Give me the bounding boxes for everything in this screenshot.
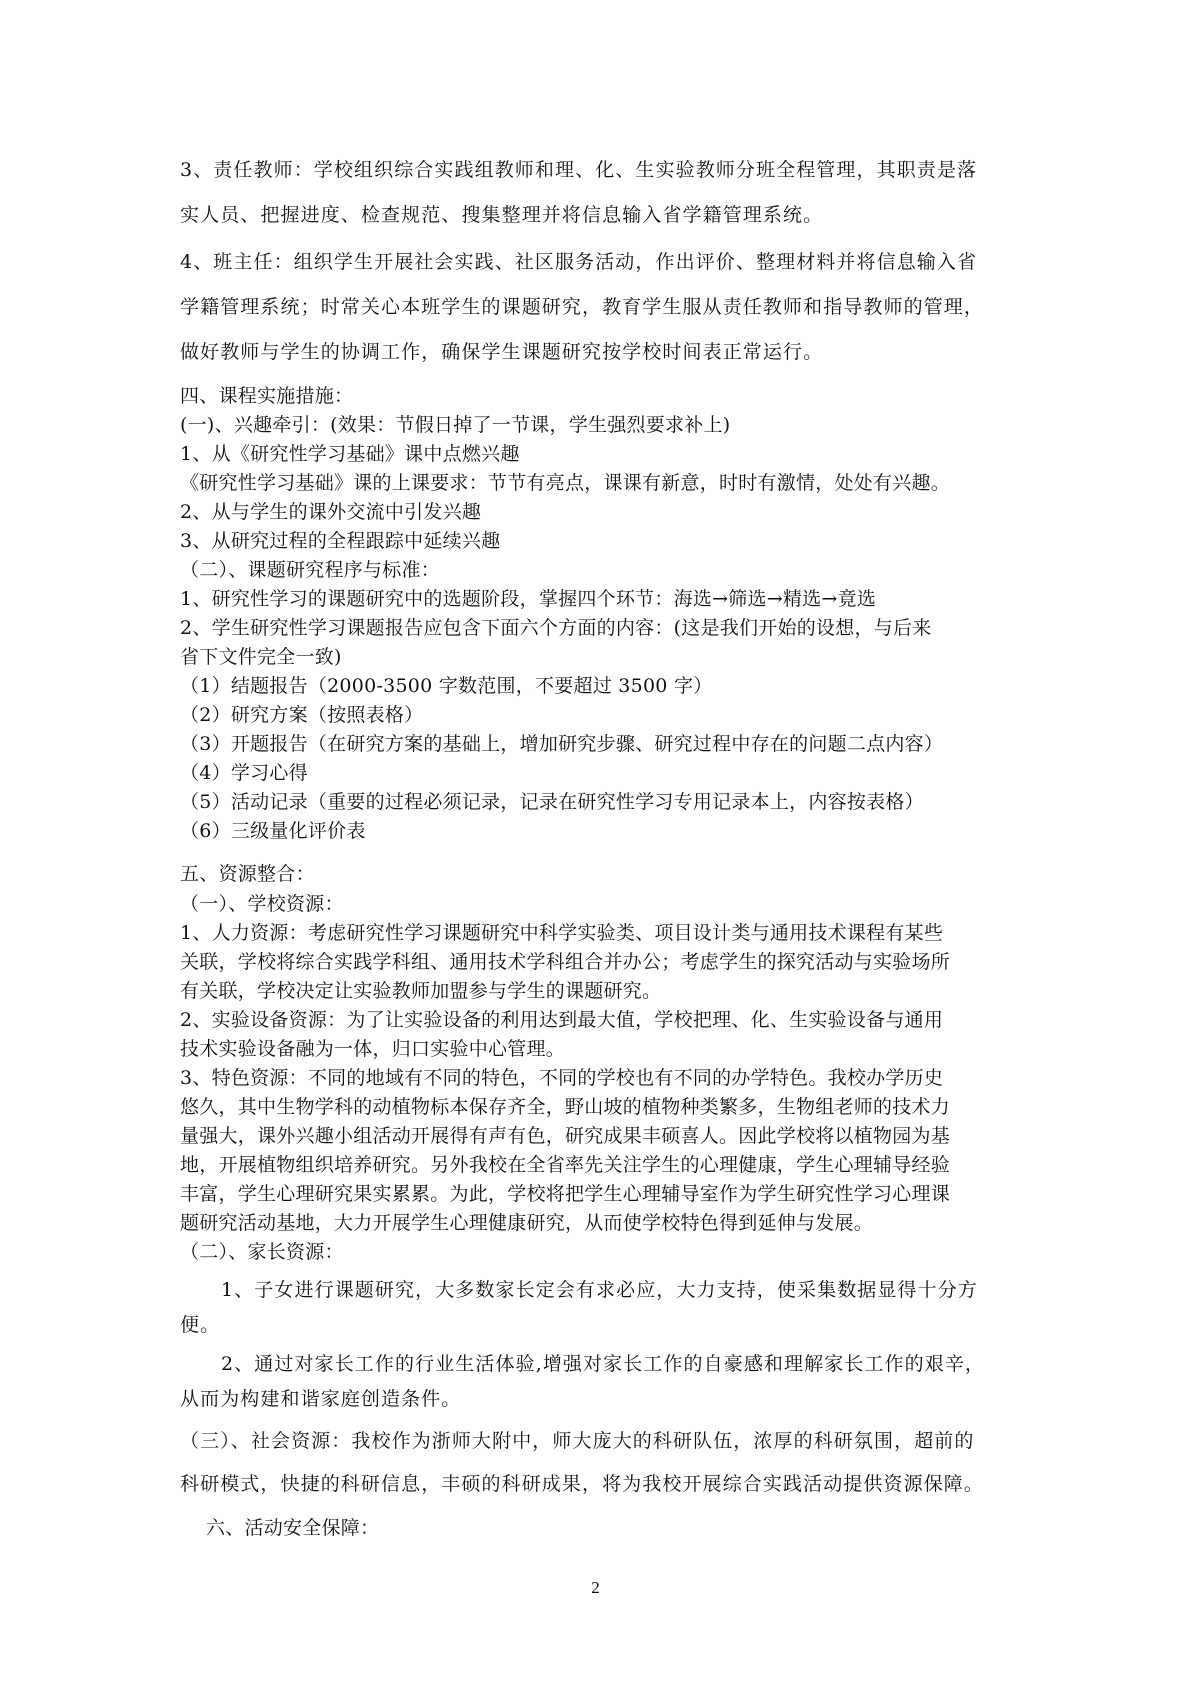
paragraph-line: 悠久，其中生物学科的动植物标本保存齐全，野山坡的植物种类繁多，生物组老师的技术力 <box>180 1096 951 1118</box>
paragraph-line: 关联，学校将综合实践学科组、通用技术学科组合并办公；考虑学生的探究活动与实验场所 <box>180 951 951 973</box>
paragraph-line: 2、实验设备资源：为了让实验设备的利用达到最大值，学校把理、化、生实验设备与通用 <box>180 1009 944 1031</box>
subsection-heading: （一）、学校资源： <box>180 893 344 915</box>
paragraph-line: 量强大，课外兴趣小组活动开展得有声有色，研究成果丰硕喜人。因此学校将以植物园为基 <box>180 1125 951 1147</box>
paragraph-line: 2、学生研究性学习课题报告应包含下面六个方面的内容：(这是我们开始的设想，与后来 <box>180 617 932 639</box>
paragraph-line: （三）、社会资源：我校作为浙师大附中，师大庞大的科研队伍，浓厚的科研氛围，超前的 <box>180 1430 975 1452</box>
paragraph-line: 3、责任教师：学校组织综合实践组教师和理、化、生实验教师分班全程管理，其职责是落 <box>180 159 978 181</box>
paragraph-line: 1、子女进行课题研究，大多数家长定会有求必应，大力支持，使采集数据显得十分方 <box>221 1279 978 1301</box>
list-item: （5）活动记录（重要的过程必须记录，记录在研究性学习专用记录本上，内容按表格） <box>180 791 924 813</box>
subsection-heading: (一)、兴趣牵引：(效果：节假日掉了一节课，学生强烈要求补上) <box>180 414 731 436</box>
paragraph-line: 2、通过对家长工作的行业生活体验,增强对家长工作的自豪感和理解家长工作的艰辛， <box>221 1353 986 1375</box>
paragraph-line: 学籍管理系统；时常关心本班学生的课题研究，教育学生服从责任教师和指导教师的管理， <box>180 296 985 318</box>
paragraph-line: 省下文件完全一致) <box>180 646 342 668</box>
list-item: （6）三级量化评价表 <box>180 820 366 842</box>
section-heading: 四、课程实施措施： <box>180 385 354 407</box>
paragraph-line: 《研究性学习基础》课的上课要求：节节有亮点，课课有新意，时时有激情，处处有兴趣。 <box>180 472 951 494</box>
paragraph-line: 1、人力资源：考虑研究性学习课题研究中科学实验类、项目设计类与通用技术课程有某些 <box>180 922 944 944</box>
section-heading: 六、活动安全保障： <box>206 1517 380 1539</box>
paragraph-line: 技术实验设备融为一体，归口实验中心管理。 <box>180 1038 566 1060</box>
paragraph-line: 便。 <box>180 1314 221 1336</box>
list-item: （3）开题报告（在研究方案的基础上，增加研究步骤、研究过程中存在的问题二点内容） <box>180 733 944 755</box>
paragraph-line: 有关联，学校决定让实验教师加盟参与学生的课题研究。 <box>180 980 662 1002</box>
paragraph-line: 1、研究性学习的课题研究中的选题阶段，掌握四个环节：海选→筛选→精选→竟选 <box>180 588 877 610</box>
list-item: （1）结题报告（2000-3500 字数范围，不要超过 3500 字） <box>180 675 713 697</box>
subsection-heading: （二）、课题研究程序与标准： <box>180 559 441 581</box>
paragraph-line: 从而为构建和谐家庭创造条件。 <box>180 1388 462 1410</box>
subsection-heading: （二）、家长资源： <box>180 1241 344 1263</box>
paragraph-line: 2、从与学生的课外交流中引发兴趣 <box>180 501 482 523</box>
section-heading: 五、资源整合： <box>180 863 315 885</box>
paragraph-line: 地，开展植物组织培养研究。另外我校在全省率先关注学生的心理健康，学生心理辅导经验 <box>180 1154 951 1176</box>
page-number: 2 <box>591 1578 600 1597</box>
paragraph-line: 3、从研究过程的全程跟踪中延续兴趣 <box>180 530 501 552</box>
list-item: （2）研究方案（按照表格） <box>180 704 424 726</box>
paragraph-line: 实人员、把握进度、检查规范、搜集整理并将信息输入省学籍管理系统。 <box>180 204 824 226</box>
paragraph-line: 做好教师与学生的协调工作，确保学生课题研究按学校时间表正常运行。 <box>180 341 824 363</box>
list-item: （4）学习心得 <box>180 762 308 784</box>
paragraph-line: 丰富，学生心理研究果实累累。为此，学校将把学生心理辅导室作为学生研究性学习心理课 <box>180 1183 951 1205</box>
paragraph-line: 4、班主任：组织学生开展社会实践、社区服务活动，作出评价、整理材料并将信息输入省 <box>180 251 978 273</box>
paragraph-line: 题研究活动基地，大力开展学生心理健康研究，从而使学校特色得到延伸与发展。 <box>180 1212 874 1234</box>
paragraph-line: 1、从《研究性学习基础》课中点燃兴趣 <box>180 443 520 465</box>
paragraph-line: 科研模式，快捷的科研信息，丰硕的科研成果，将为我校开展综合实践活动提供资源保障。 <box>180 1473 985 1495</box>
paragraph-line: 3、特色资源：不同的地域有不同的特色，不同的学校也有不同的办学特色。我校办学历史 <box>180 1067 944 1089</box>
